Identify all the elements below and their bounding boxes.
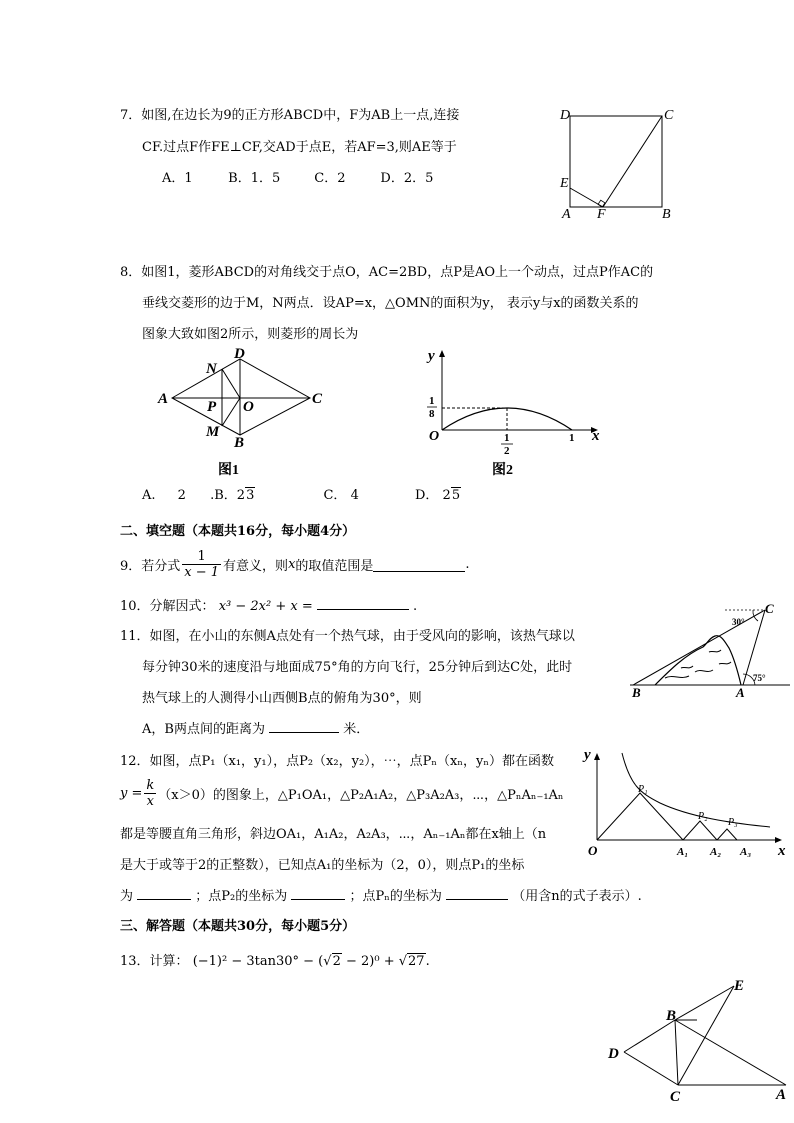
q11-label-c: C [765,601,774,616]
q8-option-a-value: 2 [177,488,186,503]
section3-title: 三、解答题（本题共30分，每小题5分） [120,919,356,934]
q8-fig1-label-p: P [207,399,217,415]
q11-hill-figure [625,600,794,700]
q8-fig2-label-half-num: 1 [504,432,510,444]
q9-line [120,546,470,582]
q8-fig1-label-c: C [312,391,323,407]
q13-radicand-2: 27 [408,954,425,969]
q9-fraction-denominator: x − 1 [184,564,220,580]
q12-line1: 12．如图，点P₁（x₁，y₁），点P₂（x₂，y₂），⋯，点Pₙ（xₙ，yₙ）都在函数 [120,754,554,769]
q8-options [142,484,461,503]
q12-label-o: O [588,843,598,858]
q8-fig1-label-a: A [158,391,169,407]
q12-label-x: x [778,843,786,859]
q10-line [120,595,417,614]
q12-line5 [120,885,642,904]
q11-label-75: 75° [753,673,766,683]
q8-line2: 垂线交菱形的边于M，N两点．设AP=x，△OMN的面积为y， 表示y与x的函数关系的 [142,296,639,311]
q8-graph-figure [420,342,610,482]
q9-prefix: 9．若分式 [120,558,181,574]
q8-fig2-label-8: 8 [429,408,435,420]
q12-label-p3: P₃ [728,817,738,828]
q8-fig1-label-m: M [206,424,220,440]
bottom-geometry-figure [600,972,794,1106]
q8-fig2-caption: 图2 [492,463,513,478]
q8-fig1-label-b: B [234,435,245,451]
q12-label-a3: A₃ [740,846,752,858]
q7-line1: 7．如图,在边长为9的正方形ABCD中，F为AB上一点,连接 [120,108,460,123]
q11-line4-text-a: A，B两点间的距离为 [142,722,265,737]
bottom-label-e: E [734,978,745,994]
q9-variable: x [288,556,296,572]
q8-line3: 图象大致如图2所示，则菱形的周长为 [142,327,359,342]
q12-line5-a: 为 [120,889,134,904]
q9-fraction-numerator: 1 [182,549,221,565]
q8-rhombus-figure [150,342,335,482]
q12-line5-b: ；点P₂的坐标为 [195,889,288,904]
q7-label-c: C [664,108,674,123]
q12-func-y: y = [120,785,143,801]
q12-answer-blank-p1[interactable] [137,885,191,900]
q7-square-figure [555,100,685,225]
q11-line2: 每分钟30米的速度沿与地面成75°角的方向飞行，25分钟后到达C处，此时 [142,660,573,675]
q8-fig2-label-2: 2 [504,445,510,457]
q8-option-b-label: .B．2 [210,488,246,503]
section2-title: 二、填空题（本题共16分，每小题4分） [120,524,356,539]
q7-options [162,167,433,186]
q13-radicand-1: 2 [332,954,341,969]
q7-label-d: D [560,108,571,123]
q12-label-p2: P₂ [698,811,708,822]
q8-option-d-radicand: 5 [451,488,461,503]
q8-option-c: C． 4 [323,488,359,503]
q7-option-b: B．1．5 [228,171,281,186]
q7-line2: CF.过点F作FE⊥CF,交AD于点E，若AF=3,则AE等于 [142,140,457,155]
bottom-label-b: B [666,1008,677,1024]
q7-option-a: A．1 [162,171,193,186]
q8-fig2-label-y: y [428,348,435,364]
q12-line2-rest: （x＞0）的图象上，△P₁OA₁，△P₂A₁A₂，△P₃A₂A₃，⋯，△PₙAₙ₋₁Aₙ [158,787,564,803]
q7-label-b: B [662,207,671,222]
q8-fig2-label-o: O [429,429,440,444]
q12-line2 [120,775,564,811]
q7-option-d: D．2．5 [380,171,434,186]
q8-fig1-label-n: N [206,361,217,377]
q7-label-e: E [560,176,569,191]
q7-option-c: C．2 [314,171,346,186]
q8-fig1-label-d: D [234,346,245,362]
q7-label-a: A [562,207,571,222]
q9-answer-blank[interactable] [373,557,465,572]
q11-line1: 11．如图，在小山的东侧A点处有一个热气球，由于受风向的影响，该热气球以 [120,629,575,644]
q8-fig2-label-1-over: 1 [429,395,435,407]
q8-fig2-label-x: x [592,428,600,444]
bottom-label-d: D [608,1046,619,1062]
q9-end: . [465,556,470,572]
q11-label-b: B [632,685,641,700]
q10-expression: x³ − 2x² + x = [218,599,313,614]
q7-label-f: F [597,207,606,222]
q9-suffix-a: 有意义，则 [223,558,289,574]
q12-func-denominator: x [146,793,154,809]
q12-line3: 都是等腰直角三角形，斜边OA₁，A₁A₂，A₂A₃，⋯，Aₙ₋₁Aₙ都在x轴上（n [120,827,547,842]
q13-line: 13．计算： (−1)² − 3tan30° − (√2 − 2)⁰ + √27. [120,954,430,969]
q9-fraction [182,549,221,580]
q12-line4: 是大于或等于2的正整数），已知点A₁的坐标为（2，0），则点P₁的坐标 [120,858,525,873]
q11-line4 [142,718,369,737]
q12-func-fraction [144,778,156,809]
q13-expr-a: (−1)² − 3tan30° − ( [192,954,324,969]
q11-line4-text-b: 米． [343,722,370,737]
q13-prefix: 13．计算： [120,954,189,969]
q11-label-a: A [736,685,745,700]
q8-fig2-label-1: 1 [569,432,575,444]
bottom-label-c: C [670,1089,681,1105]
q12-func-numerator: k [146,777,155,793]
bottom-label-a: A [776,1087,787,1103]
q12-label-y: y [584,747,591,763]
q8-line1: 8．如图1，菱形ABCD的对角线交于点O，AC=2BD，点P是AO上一个动点，过点P作AC的 [120,265,654,280]
q10-prefix: 10．分解因式： [120,599,215,614]
q13-expr-b: − 2)⁰ + [341,954,399,969]
q12-label-a1: A₁ [677,846,689,858]
q12-line5-c: ；点Pₙ的坐标为 [349,889,442,904]
q10-end: . [413,599,418,614]
q8-fig1-label-o: O [243,399,254,415]
q13-end: . [425,954,430,969]
q12-answer-blank-p2[interactable] [291,885,345,900]
q8-option-b-radicand: 3 [246,488,255,503]
q11-answer-blank[interactable] [269,718,339,733]
q11-label-30: 30° [732,617,745,627]
q10-answer-blank[interactable] [317,595,409,610]
q8-option-d-label: D． 2 [414,488,451,503]
q8-fig1-caption: 图1 [218,463,239,478]
q12-answer-blank-pn[interactable] [446,885,508,900]
q8-option-a-label: A. [142,488,156,503]
q12-line5-d: （用含n的式子表示）. [512,889,642,904]
q12-label-p1: P₁ [638,784,648,795]
q11-line3: 热气球上的人测得小山西侧B点的俯角为30°，则 [142,691,422,706]
q9-suffix-b: 的取值范围是 [295,558,374,574]
q12-label-a2: A₂ [710,846,722,858]
q12-hyperbola-figure [580,745,790,860]
